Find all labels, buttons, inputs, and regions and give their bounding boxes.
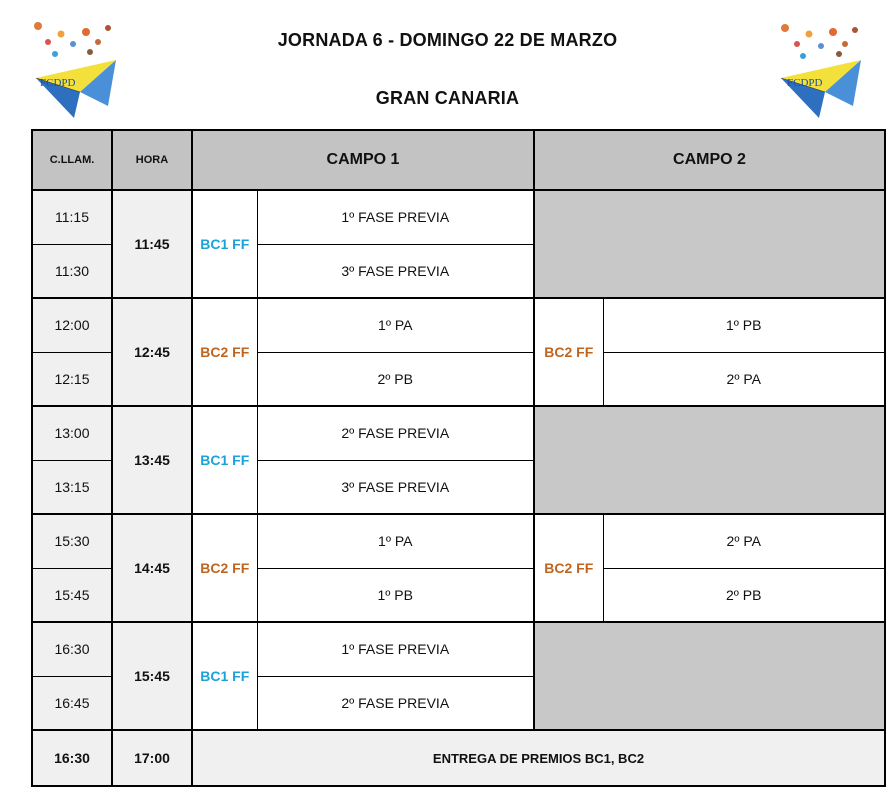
match-hour: 17:00 bbox=[112, 730, 192, 786]
call-time: 16:45 bbox=[32, 676, 112, 730]
match-hour: 13:45 bbox=[112, 406, 192, 514]
call-time: 11:15 bbox=[32, 190, 112, 244]
field-1-category: BC1 FF bbox=[192, 190, 257, 298]
call-time: 15:45 bbox=[32, 568, 112, 622]
field-1-match: 1º PB bbox=[257, 568, 534, 622]
call-time: 12:15 bbox=[32, 352, 112, 406]
column-header-field-2: CAMPO 2 bbox=[534, 130, 885, 190]
field-2-category: BC2 FF bbox=[534, 514, 603, 622]
field-1-match: 3º FASE PREVIA bbox=[257, 460, 534, 514]
awards-ceremony: ENTREGA DE PREMIOS BC1, BC2 bbox=[192, 730, 885, 786]
column-header-call: C.LLAM. bbox=[32, 130, 112, 190]
field-2-match: 2º PA bbox=[603, 514, 885, 568]
field-1-match: 3º FASE PREVIA bbox=[257, 244, 534, 298]
logo-text-right: FCDPD bbox=[787, 77, 823, 89]
field-2-match: 1º PB bbox=[603, 298, 885, 352]
awards-row bbox=[32, 730, 885, 786]
table-row bbox=[32, 514, 885, 568]
field-1-match: 1º PA bbox=[257, 298, 534, 352]
field-1-category: BC1 FF bbox=[192, 622, 257, 730]
field-1-category: BC1 FF bbox=[192, 406, 257, 514]
field-2-empty bbox=[534, 622, 885, 730]
match-hour: 15:45 bbox=[112, 622, 192, 730]
table-row bbox=[32, 622, 885, 676]
match-hour: 14:45 bbox=[112, 514, 192, 622]
field-2-category: BC2 FF bbox=[534, 298, 603, 406]
call-time: 13:15 bbox=[32, 460, 112, 514]
field-2-match: 2º PB bbox=[603, 568, 885, 622]
page-title: JORNADA 6 - DOMINGO 22 DE MARZO bbox=[277, 30, 618, 50]
call-time: 12:00 bbox=[32, 298, 112, 352]
column-header-field-1: CAMPO 1 bbox=[192, 130, 534, 190]
field-1-match: 1º FASE PREVIA bbox=[257, 190, 534, 244]
schedule-table bbox=[31, 129, 886, 787]
field-1-match: 1º PA bbox=[257, 514, 534, 568]
field-1-match: 2º PB bbox=[257, 352, 534, 406]
table-header-row bbox=[32, 130, 885, 190]
match-hour: 12:45 bbox=[112, 298, 192, 406]
field-1-category: BC2 FF bbox=[192, 514, 257, 622]
call-time: 16:30 bbox=[32, 622, 112, 676]
call-time: 13:00 bbox=[32, 406, 112, 460]
match-hour: 11:45 bbox=[112, 190, 192, 298]
field-1-match: 1º FASE PREVIA bbox=[257, 622, 534, 676]
table-row bbox=[32, 190, 885, 244]
field-2-empty bbox=[534, 406, 885, 514]
field-1-match: 2º FASE PREVIA bbox=[257, 676, 534, 730]
field-2-empty bbox=[534, 190, 885, 298]
table-row bbox=[32, 406, 885, 460]
field-1-category: BC2 FF bbox=[192, 298, 257, 406]
field-2-match: 2º PA bbox=[603, 352, 885, 406]
call-time: 16:30 bbox=[32, 730, 112, 786]
call-time: 11:30 bbox=[32, 244, 112, 298]
logo-text-left: FCDPD bbox=[40, 77, 76, 89]
table-row bbox=[32, 298, 885, 352]
page-subtitle: GRAN CANARIA bbox=[375, 88, 520, 108]
call-time: 15:30 bbox=[32, 514, 112, 568]
column-header-hour: HORA bbox=[112, 130, 192, 190]
field-1-match: 2º FASE PREVIA bbox=[257, 406, 534, 460]
